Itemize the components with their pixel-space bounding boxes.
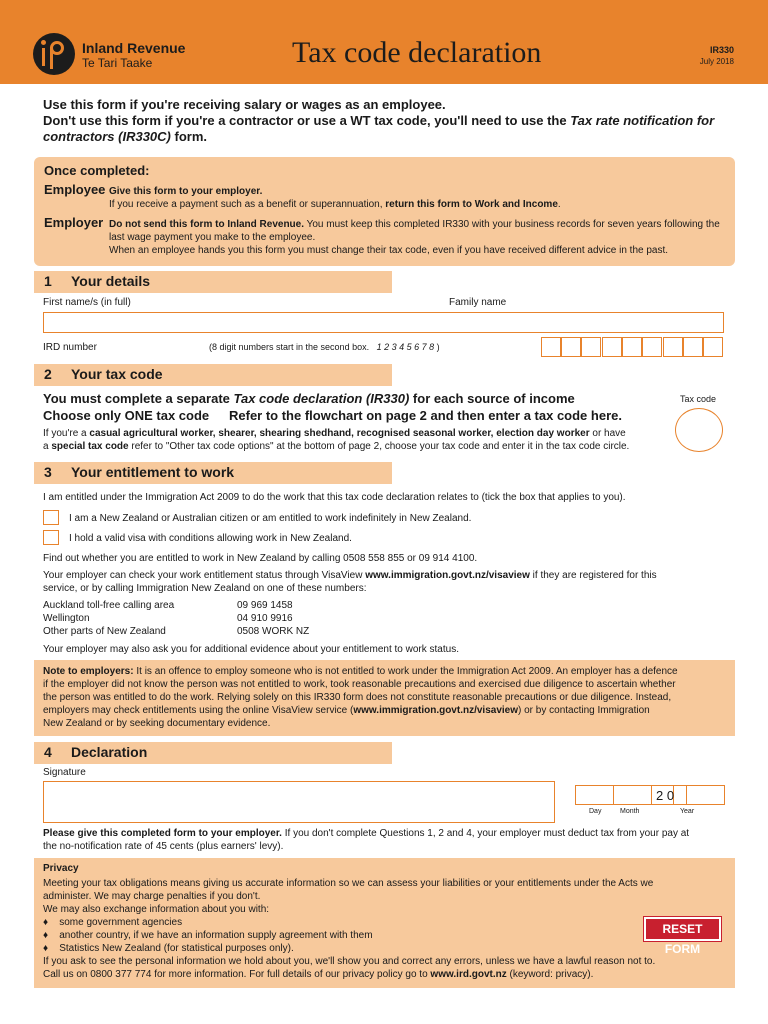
give-to-employer-text: Please give this completed form to your employer. If you don't complete Questions 1, 2 and 4, your employer must deduct tax from your pay at the no-notification rate of 45 cents (plus earners' levy). [43,828,690,852]
wellington-label: Wellington [43,613,90,624]
auckland-phone: 09 969 1458 [237,600,293,611]
ird-number-label: IRD number [43,342,97,353]
visa-option-label: I hold a valid visa with conditions allowing work in New Zealand. [69,533,352,544]
evidence-text: Your employer may also ask you for additional evidence about your entitlement to work status. [43,644,459,655]
form-date: July 2018 [699,57,734,66]
once-completed-title: Once completed: [44,163,150,178]
section-number: 3 [44,464,52,480]
section-title: Declaration [71,744,148,760]
section-number: 1 [44,273,52,289]
signature-field[interactable] [43,781,555,823]
employer-label: Employer [44,215,104,230]
choose-one-tax-code-text: Choose only ONE tax code [43,408,210,423]
intro-line-2: Don't use this form if you're a contractor or use a WT tax code, you'll need to use the Tax rate notification for contractors (IR330C) form. [43,113,715,144]
ird-digit-box[interactable] [663,337,683,357]
privacy-title: Privacy [43,863,79,874]
inland-revenue-logo-icon [33,33,75,75]
once-completed-panel [34,157,735,266]
intro-text [43,97,733,145]
ird-digit-box[interactable] [703,337,723,357]
employee-instructions: Give this form to your employer. If you receive a payment such as a benefit or superannuation, return this form to Work and Income. [109,186,561,210]
ird-digit-box[interactable] [561,337,581,357]
refer-flowchart-text: Refer to the flowchart on page 2 and then enter a tax code here. [229,408,622,423]
note-to-employers-text: Note to employers: It is an offence to employ someone who is not entitled to work under the Immigration Act 2009. An employer has a defence if the employer did not know the person was not entitled to work, took reasonable precautions and exercised due diligence to ascertain whether the person was entitled to do the work. Relying solely on this IR330 form does not constitute reasonable precautions or due diligence. Instead, employers may check entitlements using the online VisaView service (www.immigration.govt.nz/visaview) or by contacting Immigration New Zealand or by seeking documentary evidence. [43,666,678,729]
year-prefix: 2 0 [656,788,675,803]
citizen-option-label: I am a New Zealand or Australian citizen or am entitled to work indefinitely in New Zealand. [69,513,472,524]
privacy-panel [34,858,735,988]
section-1-header [34,271,392,293]
intro-line-1: Use this form if you're receiving salary or wages as an employee. [43,97,446,112]
other-nz-phone: 0508 WORK NZ [237,626,310,637]
section-title: Your entitlement to work [71,464,235,480]
signature-label: Signature [43,767,86,778]
section-4-header [34,742,392,764]
ird-digit-box[interactable] [622,337,642,357]
note-to-employers-panel [34,660,735,736]
name-input[interactable] [43,312,724,333]
ird-digit-box[interactable] [541,337,561,357]
month-label: Month [620,808,640,815]
entitlement-statement: I am entitled under the Immigration Act 2009 to do the work that this tax code declaration relates to (tick the box that applies to you). [43,492,626,503]
special-tax-code-text: If you're a casual agricultural worker, shearer, shearing shedhand, recognised seasonal worker, election day worker or have a special tax code refer to "Other tax code options" at the bottom of page 2, choose your tax code and enter it in the tax code circle. [43,428,630,452]
wellington-phone: 04 910 9916 [237,613,293,624]
ird-digit-box[interactable] [581,337,601,357]
auckland-label: Auckland toll-free calling area [43,600,175,611]
privacy-bullet: ♦ another country, if we have an information supply agreement with them [43,930,373,941]
privacy-text: Meeting your tax obligations means giving us accurate information so we can assess your liabilities or your entitlements under the Acts we administer. We may charge penalties if you don't. We may also exchange information about you with: ♦ some government agencies ♦ another country, if we have an information supply agreement with them ♦ Statistics New Zealand (for statistical purposes only). If you ask to see the personal information we hold about you, we'll show you and correct any errors, unless we have a lawful reason not to. Call us on 0800 377 774 for more information. For full details of our privacy policy go to www.ird.govt.nz (keyword: privacy). [43,877,733,981]
form-code: IR330 [709,45,734,55]
year-label: Year [680,808,695,815]
brand-maori-name: Te Tari Taake [82,56,153,70]
first-name-label: First name/s (in full) [43,297,131,308]
family-name-label: Family name [449,297,507,308]
section-number: 2 [44,366,52,382]
other-nz-label: Other parts of New Zealand [43,626,166,637]
employer-instructions: Do not send this form to Inland Revenue. You must keep this completed IR330 with your business records for seven years following the last wage payment you make to the employee. When an employee hands you this form you must change their tax code, even if you have received different advice in the past. [109,219,720,256]
page-title: Tax code declaration [292,36,542,69]
section-number: 4 [44,744,52,760]
ird-number-hint: (8 digit numbers start in the second box. 1 2 3 4 5 6 7 8 ) [209,342,440,352]
reset-form-button[interactable]: RESET FORM [644,917,721,941]
visa-checkbox[interactable] [43,530,59,545]
ird-digit-box[interactable] [683,337,703,357]
section-3-header [34,462,392,484]
employee-label: Employee [44,182,106,197]
ird-digit-box[interactable] [602,337,622,357]
brand-name: Inland Revenue [82,40,186,56]
form-header [0,0,768,84]
ird-digit-box[interactable] [642,337,662,357]
citizen-checkbox[interactable] [43,510,59,525]
privacy-bullet: ♦ Statistics New Zealand (for statistical purposes only). [43,943,294,954]
tax-code-input[interactable] [675,408,723,452]
find-out-text: Find out whether you are entitled to work in New Zealand by calling 0508 558 855 or 09 914 4100. [43,553,478,564]
section-title: Your details [71,273,151,289]
day-label: Day [589,808,602,815]
visaview-text: Your employer can check your work entitlement status through VisaView www.immigration.govt.nz/visaview if they are registered for this service, or by calling Immigration New Zealand on one of these numbers: [43,570,657,594]
section-title: Your tax code [71,366,163,382]
date-field[interactable] [575,785,725,805]
separate-declaration-text: You must complete a separate Tax code declaration (IR330) for each source of income [43,391,575,406]
privacy-bullet: ♦ some government agencies [43,917,183,928]
tax-code-label: Tax code [680,394,717,404]
section-2-header [34,364,392,386]
